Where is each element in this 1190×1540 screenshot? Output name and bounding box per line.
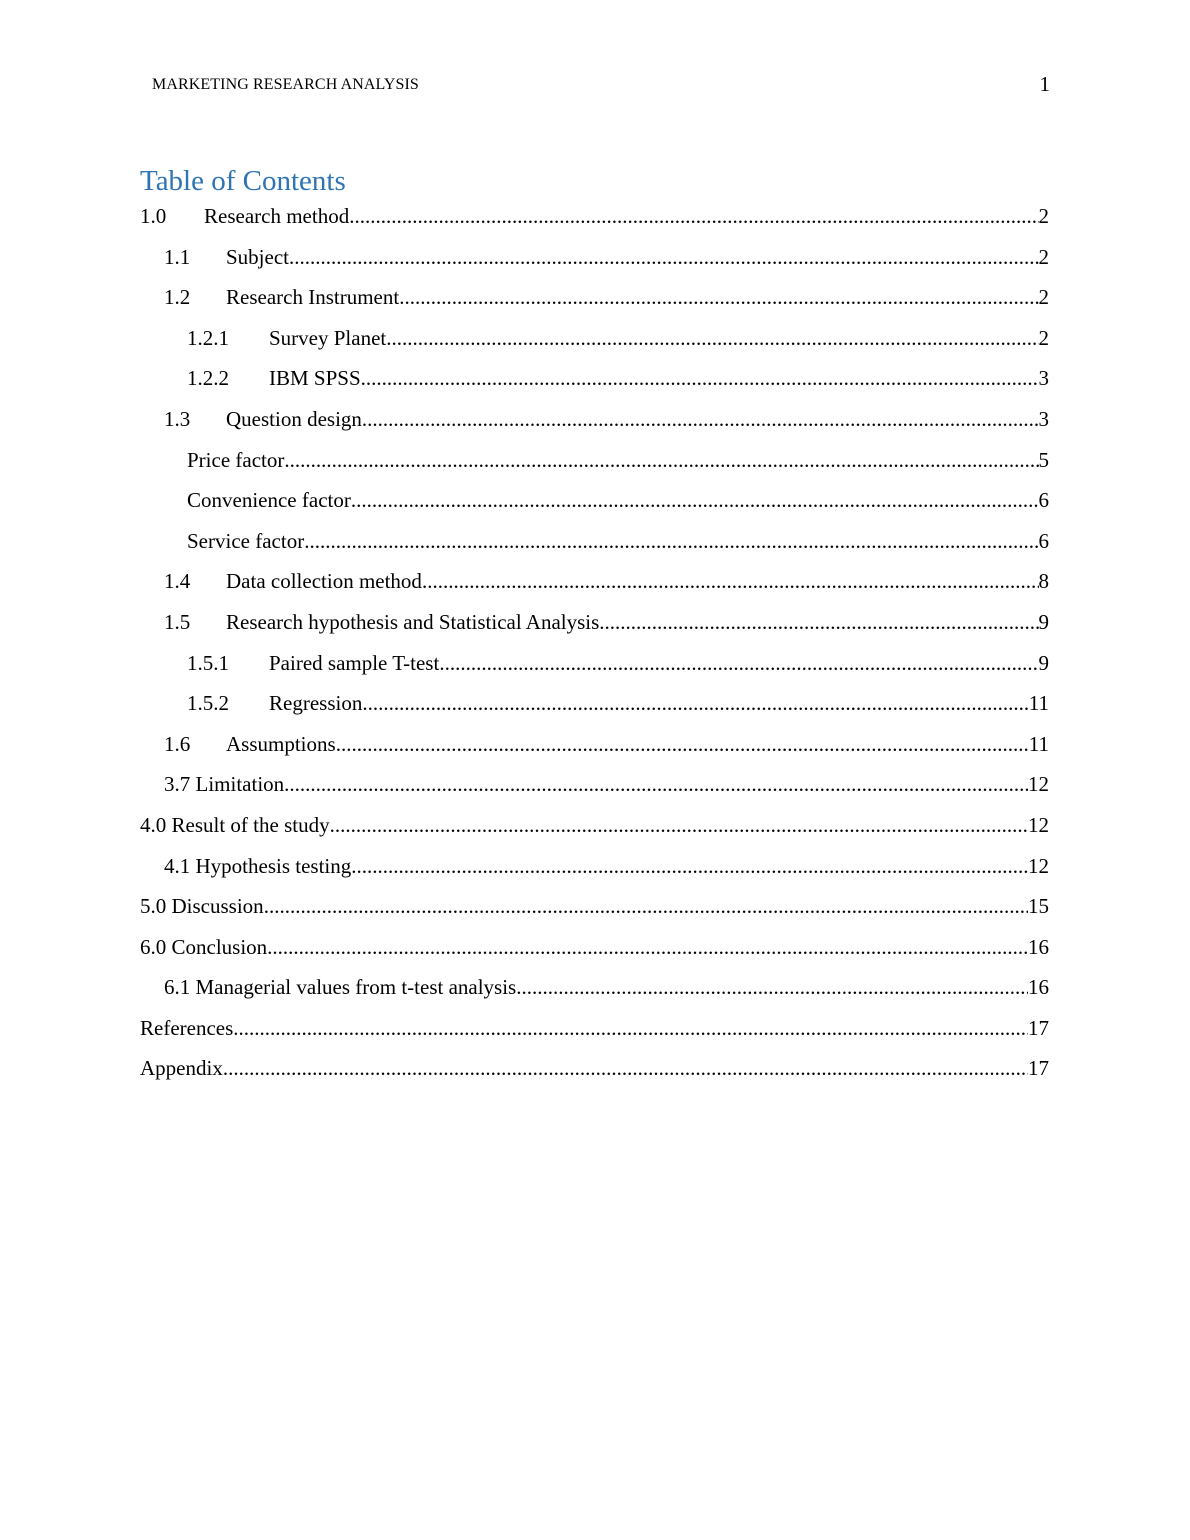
- dot-leader: [422, 564, 1039, 598]
- toc-entry[interactable]: [140, 280, 1049, 321]
- toc-entry-page-number: 12: [1028, 772, 1049, 797]
- toc-entry-page-number: 9: [1038, 609, 1049, 634]
- toc-entry[interactable]: [140, 402, 1049, 443]
- toc-entry-number: 1.1: [164, 244, 191, 269]
- toc-title: Table of Contents: [140, 165, 346, 197]
- dot-leader: [599, 605, 1038, 639]
- toc-entry-number: 1.2.2: [187, 366, 229, 391]
- toc-entry-page-number: 6: [1038, 528, 1049, 553]
- toc-entry-label: Convenience factor: [187, 488, 351, 513]
- toc-entry[interactable]: [140, 361, 1049, 402]
- dot-leader: [386, 321, 1038, 355]
- toc-entry-line: [164, 280, 1049, 314]
- dot-leader: [349, 199, 1038, 233]
- toc-entry-label: Survey Planet: [269, 325, 387, 350]
- toc-entry-label: Assumptions: [226, 731, 336, 756]
- toc-entry[interactable]: [140, 605, 1049, 646]
- toc-entry[interactable]: [140, 483, 1049, 524]
- toc-entry[interactable]: [140, 646, 1049, 687]
- toc-entry-page-number: 11: [1028, 731, 1049, 756]
- toc-entry-number: 1.6: [164, 731, 191, 756]
- toc-entry-line: [164, 970, 1049, 1004]
- toc-entry[interactable]: [140, 524, 1049, 565]
- dot-leader: [351, 483, 1039, 517]
- toc-entry[interactable]: [140, 889, 1049, 930]
- toc-entry-page-number: 12: [1028, 812, 1049, 837]
- dot-leader: [267, 930, 1028, 964]
- toc-entry-label: Data collection method: [226, 569, 422, 594]
- toc-entry-label: Price factor: [187, 447, 285, 472]
- dot-leader: [289, 240, 1039, 274]
- toc-entry-number: 1.5.2: [187, 691, 229, 716]
- toc-entry-number: 1.4: [164, 569, 191, 594]
- dot-leader: [223, 1051, 1028, 1085]
- dot-leader: [516, 970, 1028, 1004]
- toc-entry-label: Research Instrument: [226, 285, 400, 310]
- toc-entry[interactable]: [140, 443, 1049, 484]
- toc-entry-line: [164, 727, 1049, 761]
- toc-entry-line: [140, 1011, 1049, 1045]
- toc-entry-page-number: 9: [1038, 650, 1049, 675]
- toc-entry[interactable]: [140, 970, 1049, 1011]
- toc-entry[interactable]: [140, 849, 1049, 890]
- dot-leader: [361, 361, 1039, 395]
- toc-entry-line: [187, 443, 1049, 477]
- toc-entry-page-number: 6: [1038, 488, 1049, 513]
- toc-entry-line: [164, 605, 1049, 639]
- toc-entry-label: IBM SPSS: [269, 366, 361, 391]
- toc-entry-line: [140, 808, 1049, 842]
- toc-entry-label: 5.0 Discussion: [140, 894, 264, 919]
- toc-entry-label: Appendix: [140, 1056, 223, 1081]
- toc-entry-page-number: 5: [1038, 447, 1049, 472]
- toc-entry-line: [140, 889, 1049, 923]
- toc-entry[interactable]: [140, 1011, 1049, 1052]
- toc-entry-line: [164, 564, 1049, 598]
- page-header: [152, 72, 1050, 102]
- dot-leader: [284, 767, 1028, 801]
- dot-leader: [330, 808, 1028, 842]
- toc-entry-number: 1.2.1: [187, 325, 229, 350]
- toc-entry-line: [187, 483, 1049, 517]
- toc-entry-label: Research method: [204, 204, 350, 228]
- toc-entry-line: [187, 361, 1049, 395]
- dot-leader: [284, 443, 1038, 477]
- toc-entry-number: 1.3: [164, 406, 191, 431]
- running-head: MARKETING RESEARCH ANALYSIS: [152, 76, 419, 93]
- toc-entry-page-number: 3: [1038, 366, 1049, 391]
- toc-entry-line: [164, 767, 1049, 801]
- toc-entry-number: 1.5.1: [187, 650, 229, 675]
- toc-entry[interactable]: [140, 1051, 1049, 1092]
- toc-entry-page-number: 8: [1038, 569, 1049, 594]
- toc-entry-label: Research hypothesis and Statistical Analysis: [226, 609, 600, 634]
- toc-entry-page-number: 2: [1038, 244, 1049, 269]
- toc-entry-page-number: 16: [1028, 975, 1049, 1000]
- toc-entry-page-number: 17: [1028, 1056, 1049, 1081]
- toc-entry-number: 1.5: [164, 609, 191, 634]
- toc-entry-label: Paired sample T-test: [269, 650, 440, 675]
- dot-leader: [362, 686, 1028, 720]
- toc-entry[interactable]: [140, 321, 1049, 362]
- toc-entry-line: [187, 321, 1049, 355]
- toc-entry-label: 4.0 Result of the study: [140, 812, 330, 837]
- toc-entry[interactable]: [140, 808, 1049, 849]
- toc-entry-page-number: 12: [1028, 853, 1049, 878]
- toc-entry-label: 4.1 Hypothesis testing: [164, 853, 352, 878]
- toc-entry-page-number: 2: [1038, 325, 1049, 350]
- dot-leader: [304, 524, 1038, 558]
- toc-entry-label: Regression: [269, 691, 363, 716]
- toc-entry-line: [187, 686, 1049, 720]
- toc-entry-number: 1.0: [140, 204, 167, 228]
- toc-entry-label: 3.7 Limitation: [164, 772, 285, 797]
- toc-entry[interactable]: [140, 767, 1049, 808]
- toc-entry[interactable]: [140, 199, 1049, 240]
- dot-leader: [362, 402, 1039, 436]
- table-of-contents: [140, 199, 1049, 1092]
- toc-entry-label: 6.1 Managerial values from t-test analysis: [164, 975, 517, 1000]
- toc-entry-line: [140, 199, 1049, 233]
- toc-entry-label: Question design: [226, 406, 362, 431]
- toc-entry[interactable]: [140, 564, 1049, 605]
- toc-entry-page-number: 2: [1038, 204, 1049, 228]
- toc-entry-line: [140, 930, 1049, 964]
- toc-entry-line: [187, 646, 1049, 680]
- toc-entry-line: [164, 402, 1049, 436]
- toc-entry-page-number: 17: [1028, 1015, 1049, 1040]
- toc-entry[interactable]: [140, 727, 1049, 768]
- dot-leader: [399, 280, 1038, 314]
- toc-entry-label: Service factor: [187, 528, 305, 553]
- dot-leader: [264, 889, 1028, 923]
- dot-leader: [336, 727, 1029, 761]
- toc-entry-label: Subject: [226, 244, 289, 269]
- toc-entry[interactable]: [140, 930, 1049, 971]
- toc-entry[interactable]: [140, 240, 1049, 281]
- toc-entry-page-number: 15: [1028, 894, 1049, 919]
- toc-entry-page-number: 3: [1038, 406, 1049, 431]
- toc-entry-label: 6.0 Conclusion: [140, 934, 268, 959]
- toc-entry-page-number: 16: [1028, 934, 1049, 959]
- page-number: 1: [1039, 72, 1050, 96]
- toc-entry-line: [164, 240, 1049, 274]
- toc-entry-line: [140, 1051, 1049, 1085]
- toc-entry-line: [187, 524, 1049, 558]
- toc-entry-label: References: [140, 1015, 234, 1040]
- toc-entry[interactable]: [140, 686, 1049, 727]
- toc-entry-page-number: 2: [1038, 285, 1049, 310]
- toc-entry-page-number: 11: [1028, 691, 1049, 716]
- dot-leader: [439, 646, 1038, 680]
- toc-entry-line: [164, 849, 1049, 883]
- dot-leader: [233, 1011, 1028, 1045]
- dot-leader: [351, 849, 1028, 883]
- toc-entry-number: 1.2: [164, 285, 191, 310]
